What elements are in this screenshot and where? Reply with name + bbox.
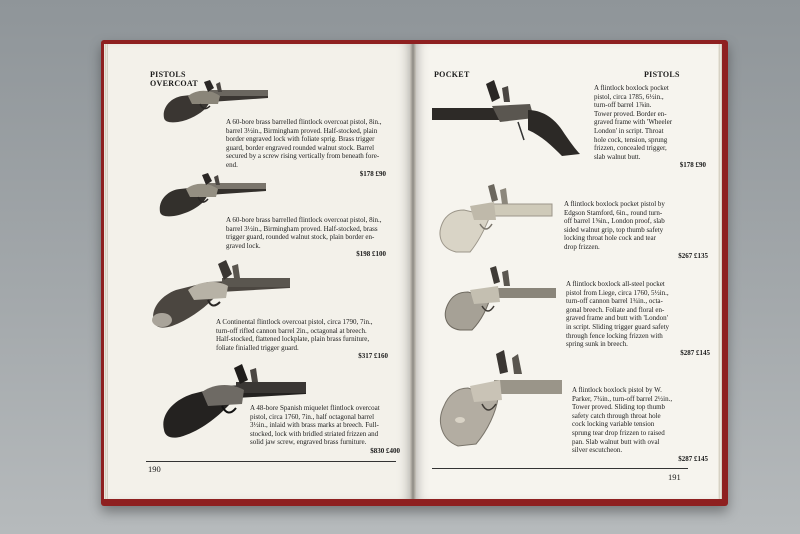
- caption-line: through fence locking frizzen with: [566, 331, 663, 340]
- caption-line: trigger guard, rounded walnut stock, plain border en-: [226, 233, 375, 242]
- caption-line: turn-off rifled cannon barrel 2in., octagonal at breech.: [216, 326, 367, 335]
- item-caption-3: [216, 318, 388, 361]
- caption-line: frizzen, concealed trigger,: [594, 144, 667, 153]
- pocket-caption-2: [564, 200, 708, 260]
- item-price: $178 £90: [359, 169, 386, 178]
- caption-line: drop frizzen.: [564, 242, 600, 251]
- pocket-caption-3: [566, 280, 710, 357]
- caption-line: foliate finialled trigger guard.: [216, 343, 299, 352]
- caption-line: hole cock, tension, sprung: [594, 135, 668, 144]
- item-price: $267 £135: [678, 251, 708, 260]
- caption-line: end.: [226, 160, 238, 169]
- pocket-pistol-image-3: [440, 262, 558, 334]
- footer-rule: [146, 461, 396, 462]
- caption-line: A 60-bore brass barrelled flintlock overcoat pistol, 8in.,: [226, 118, 382, 126]
- footer-rule: [432, 468, 688, 469]
- caption-line: pistol, circa 1785, 6½in.,: [594, 92, 664, 101]
- caption-line: Parker, 7¾in., turn-off barrel 2½in.,: [572, 394, 673, 403]
- pocket-pistol-image-4: [434, 340, 564, 450]
- header-subsection: OVERCOAT: [150, 79, 199, 88]
- caption-line: solid jaw screw, engraved brass furniture.: [250, 438, 367, 447]
- header-section: PISTOLS: [150, 70, 186, 79]
- caption-line: spring sunk in breech.: [566, 340, 628, 349]
- caption-line: sprung tear drop frizzen to raised: [572, 428, 665, 437]
- caption-line: off barrel 1⅝in., London proof, slab: [564, 217, 665, 226]
- item-price: $317 £160: [358, 352, 388, 361]
- caption-line: sided walnut grip, top thumb safety: [564, 225, 664, 234]
- caption-line: secured by a screw rising vertically from beneath fore-: [226, 152, 380, 161]
- caption-line: safety catch through throat hole: [572, 411, 661, 420]
- item-price: $287 £145: [678, 454, 708, 463]
- caption-line: Tower proved. Sliding top thumb: [572, 403, 666, 412]
- pocket-pistol-image-1: [430, 74, 586, 156]
- caption-line: A flintlock boxlock pocket pistol by: [564, 200, 665, 208]
- caption-line: barrel 3½in., Birmingham proved. Half-stocked, brass: [226, 224, 378, 233]
- caption-line: A flintlock boxlock pocket: [594, 84, 669, 92]
- caption-line: A flintlock boxlock pistol by W.: [572, 386, 662, 394]
- item-price: $198 £100: [356, 250, 386, 259]
- caption-line: turn-off cannon barrel 1¾in., octa-: [566, 297, 663, 306]
- page-number: 191: [668, 472, 681, 482]
- book-gutter: [410, 44, 416, 499]
- caption-line: pistol, circa 1760, 7in., half octagonal barrel: [250, 412, 375, 421]
- header-section-pistols: PISTOLS: [644, 70, 680, 79]
- caption-line: silver escutcheon.: [572, 446, 623, 455]
- item-price: $287 £145: [680, 348, 710, 357]
- caption-line: slab walnut butt.: [594, 152, 641, 161]
- caption-line: A 48-bore Spanish miquelet flintlock overcoat: [250, 404, 380, 412]
- caption-line: graved lock.: [226, 241, 261, 250]
- caption-line: in script. Sliding trigger guard safety: [566, 322, 670, 331]
- caption-line: gonal breech. Foliate and floral en-: [566, 305, 665, 314]
- caption-line: 3½in., inlaid with brass marks at breech. Full-: [250, 421, 379, 430]
- caption-line: A Continental flintlock overcoat pistol, circa 1790, 7in.,: [216, 318, 373, 326]
- pocket-caption-1: [594, 84, 706, 170]
- caption-line: locking throat hole cock and tear: [564, 234, 656, 243]
- item-price: $178 £90: [679, 161, 706, 170]
- caption-line: A 60-bore brass barrelled flintlock overcoat pistol, 8in.,: [226, 216, 382, 224]
- caption-line: barrel 3½in., Birmingham proved. Half-stocked, plain: [226, 126, 378, 135]
- caption-line: border engraved lock with foliate sprig. Brass trigger: [226, 135, 375, 144]
- caption-line: guard, border engraved rounded walnut stock. Barrel: [226, 143, 375, 152]
- caption-line: pan. Slab walnut butt with oval: [572, 437, 660, 446]
- pistol-image-2: [156, 170, 268, 218]
- caption-line: graved frame and butt with 'London': [566, 314, 668, 323]
- caption-line: cock locking variable tension: [572, 420, 655, 429]
- caption-line: Half-stocked, flattened lockplate, plain brass furniture,: [216, 335, 370, 344]
- caption-line: A flintlock boxlock all-steel pocket: [566, 280, 665, 288]
- right-page: [414, 44, 718, 499]
- item-price: $830 £400: [370, 446, 400, 455]
- item-caption-4: [250, 404, 400, 456]
- left-page: [108, 44, 412, 499]
- caption-line: pistol from Liege, circa 1760, 5½in.,: [566, 288, 669, 297]
- caption-line: turn-off barrel 1⅞in.: [594, 101, 652, 110]
- caption-line: stocked, lock with bridled striated frizzen and: [250, 429, 379, 438]
- caption-line: Edgson Stamford, 6in., round turn-: [564, 208, 663, 217]
- pocket-caption-4: [572, 386, 708, 463]
- caption-line: London' in script. Throat: [594, 126, 664, 135]
- caption-line: graved frame with 'Wheeler: [594, 118, 673, 127]
- pocket-pistol-image-2: [434, 180, 554, 256]
- caption-line: Tower proved. Border en-: [594, 109, 667, 118]
- header-section-pocket: POCKET: [434, 70, 470, 79]
- page-number: 190: [148, 464, 161, 474]
